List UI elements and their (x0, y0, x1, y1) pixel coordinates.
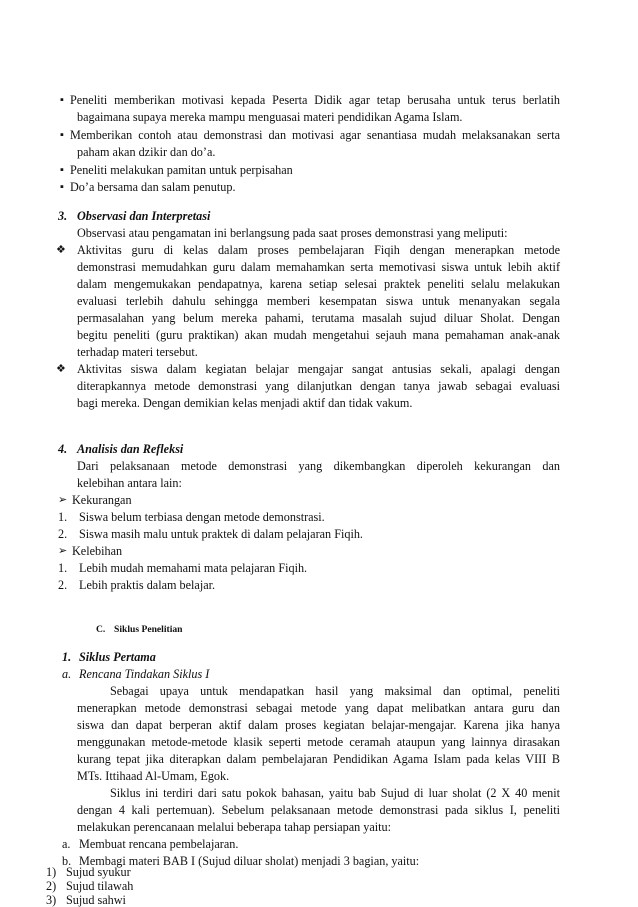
para-1-line-5: kurang tepat jika diterapkan dalam pembelajaran Pendidikan Agama Islam pada kelas VIII B (77, 752, 560, 766)
list-number: 1. (58, 510, 68, 524)
section-3-number: 3. (58, 209, 68, 223)
para-1-line-1: Sebagai upaya untuk mendapatkan hasil yang maksimal dan optimal, peneliti (110, 684, 560, 698)
cycle-1-title: Siklus Pertama (79, 650, 156, 664)
observation-1-line-2: demonstrasi memudahkan guru dalam memahamkan serta memotivasi siswa untuk lebih aktif (77, 260, 560, 274)
bullet-2-line-1: Memberikan contoh atau demonstrasi dan motivasi agar senantiasa mudah melaksanakan serta (70, 128, 560, 142)
list-item: Siswa belum terbiasa dengan metode demonstrasi. (79, 510, 325, 524)
diamond-bullet-icon: ❖ (56, 363, 66, 375)
diamond-bullet-icon: ❖ (56, 244, 66, 256)
list-item: Siswa masih malu untuk praktek di dalam pelajaran Fiqih. (79, 527, 363, 541)
cycle-1-sub-a-number: a. (62, 667, 72, 681)
para-2-line-1: Siklus ini terdiri dari satu pokok bahasan, yaitu bab Sujud di luar sholat (2 X 40 menit (110, 786, 560, 800)
para-1-line-4: menggunakan metode-metode klasik seperti metode ceramah ataupun yang lainnya dirasakan (77, 735, 560, 749)
cycle-1-sub-a-title: Rencana Tindakan Siklus I (79, 667, 210, 681)
bullet-3-line-1: Peneliti melakukan pamitan untuk perpisahan (70, 163, 293, 177)
group-kelebihan-label: Kelebihan (72, 544, 123, 558)
bullet-square-icon: ▪ (60, 129, 64, 141)
section-4-number: 4. (58, 442, 68, 456)
observation-1-line-3: dalam mengemukakan pendapatnya, karena setiap selesai praktek peneliti selalu melakukan (77, 277, 560, 291)
observation-1-line-7: terhadap materi tersebut. (77, 345, 198, 359)
para-1-line-2: menerapkan metode demonstrasi sebagai metode yang dapat melibatkan antara guru dan (77, 701, 560, 715)
section-4-title: Analisis dan Refleksi (77, 442, 184, 456)
bullet-square-icon: ▪ (60, 164, 64, 176)
section-c-label: C. (96, 624, 106, 635)
arrow-bullet-icon: ➢ (58, 494, 68, 506)
observation-2-line-3: bagi mereka. Dengan demikian kelas menjadi aktif dan tidak vakum. (77, 396, 413, 410)
group-kekurangan-label: Kekurangan (72, 493, 132, 507)
list-number: 2. (58, 578, 68, 592)
list-item: Lebih praktis dalam belajar. (79, 578, 216, 592)
list-item: Lebih mudah memahami mata pelajaran Fiqih. (79, 561, 308, 575)
list-number: 1. (58, 561, 68, 575)
bullet-square-icon: ▪ (60, 181, 64, 193)
step-number: b. (62, 854, 72, 868)
step-number: a. (62, 837, 71, 851)
section-3-title: Observasi dan Interpretasi (77, 209, 211, 223)
observation-1-line-1: Aktivitas guru di kelas dalam proses pembelajaran Fiqih dengan menerapkan metode (77, 243, 560, 257)
step-text: Membagi materi BAB I (Sujud diluar sholat) menjadi 3 bagian, yaitu: (79, 854, 420, 868)
step-text: Membuat rencana pembelajaran. (79, 837, 239, 851)
para-1-line-3: siswa dan dapat berperan aktif dalam proses kegiatan belajar-mengajar. Karena jika hanya (77, 718, 560, 732)
list-number: 2. (58, 527, 68, 541)
bullet-1-line-1: Peneliti memberikan motivasi kepada Peserta Didik agar tetap berusaha untuk terus berlatih (70, 93, 560, 107)
bullet-4-line-1: Do’a bersama dan salam penutup. (70, 180, 236, 194)
para-1-line-6: MTs. Ittihaad Al-Umam, Egok. (77, 769, 230, 783)
part-number: 3) (46, 893, 57, 907)
part-text: Sujud sahwi (66, 893, 126, 907)
para-2-line-2: dengan 4 kali pertemuan). Sebelum pelaksanaan metode demonstrasi pada siklus I, peneliti (77, 803, 560, 817)
para-2-line-3: melakukan perencanaan melalui beberapa tahap persiapan yaitu: (77, 820, 392, 834)
arrow-bullet-icon: ➢ (58, 545, 68, 557)
bullet-1-line-2: bagaimana supaya mereka mampu menguasai materi pendidikan Agama Islam. (77, 110, 463, 124)
bullet-square-icon: ▪ (60, 94, 64, 106)
section-3-intro: Observasi atau pengamatan ini berlangsung pada saat proses demonstrasi yang meliputi: (77, 226, 508, 240)
section-4-intro-line-2: kelebihan antara lain: (77, 476, 182, 490)
part-text: Sujud syukur (66, 865, 131, 879)
cycle-1-number: 1. (62, 650, 72, 664)
observation-2-line-2: diterapkannya metode demonstrasi yang dilanjutkan dengan tanya jawab sebagai evaluasi (77, 379, 560, 393)
observation-2-line-1: Aktivitas siswa dalam kegiatan belajar mengajar sangat antusias sekali, apalagi dengan (77, 362, 560, 376)
observation-1-line-6: begitu peneliti (guru praktikan) akan mudah mengetahui sejauh mana pemahaman anak-anak (77, 328, 560, 342)
section-4-intro-line-1: Dari pelaksanaan metode demonstrasi yang dikembangkan diperoleh kekurangan dan (77, 459, 560, 473)
part-number: 2) (46, 879, 57, 893)
part-text: Sujud tilawah (66, 879, 134, 893)
observation-1-line-5: permasalahan yang belum mereka pahami, terutama masalah sujud diluar Sholat. Dengan (77, 311, 560, 325)
part-number: 1) (46, 865, 57, 879)
observation-1-line-4: evaluasi terlebih dahulu sehingga memberi kesempatan siswa untuk menanyakan segala (77, 294, 560, 308)
bullet-2-line-2: paham akan dzikir dan do’a. (77, 145, 216, 159)
section-c-title: Siklus Penelitian (114, 624, 183, 635)
